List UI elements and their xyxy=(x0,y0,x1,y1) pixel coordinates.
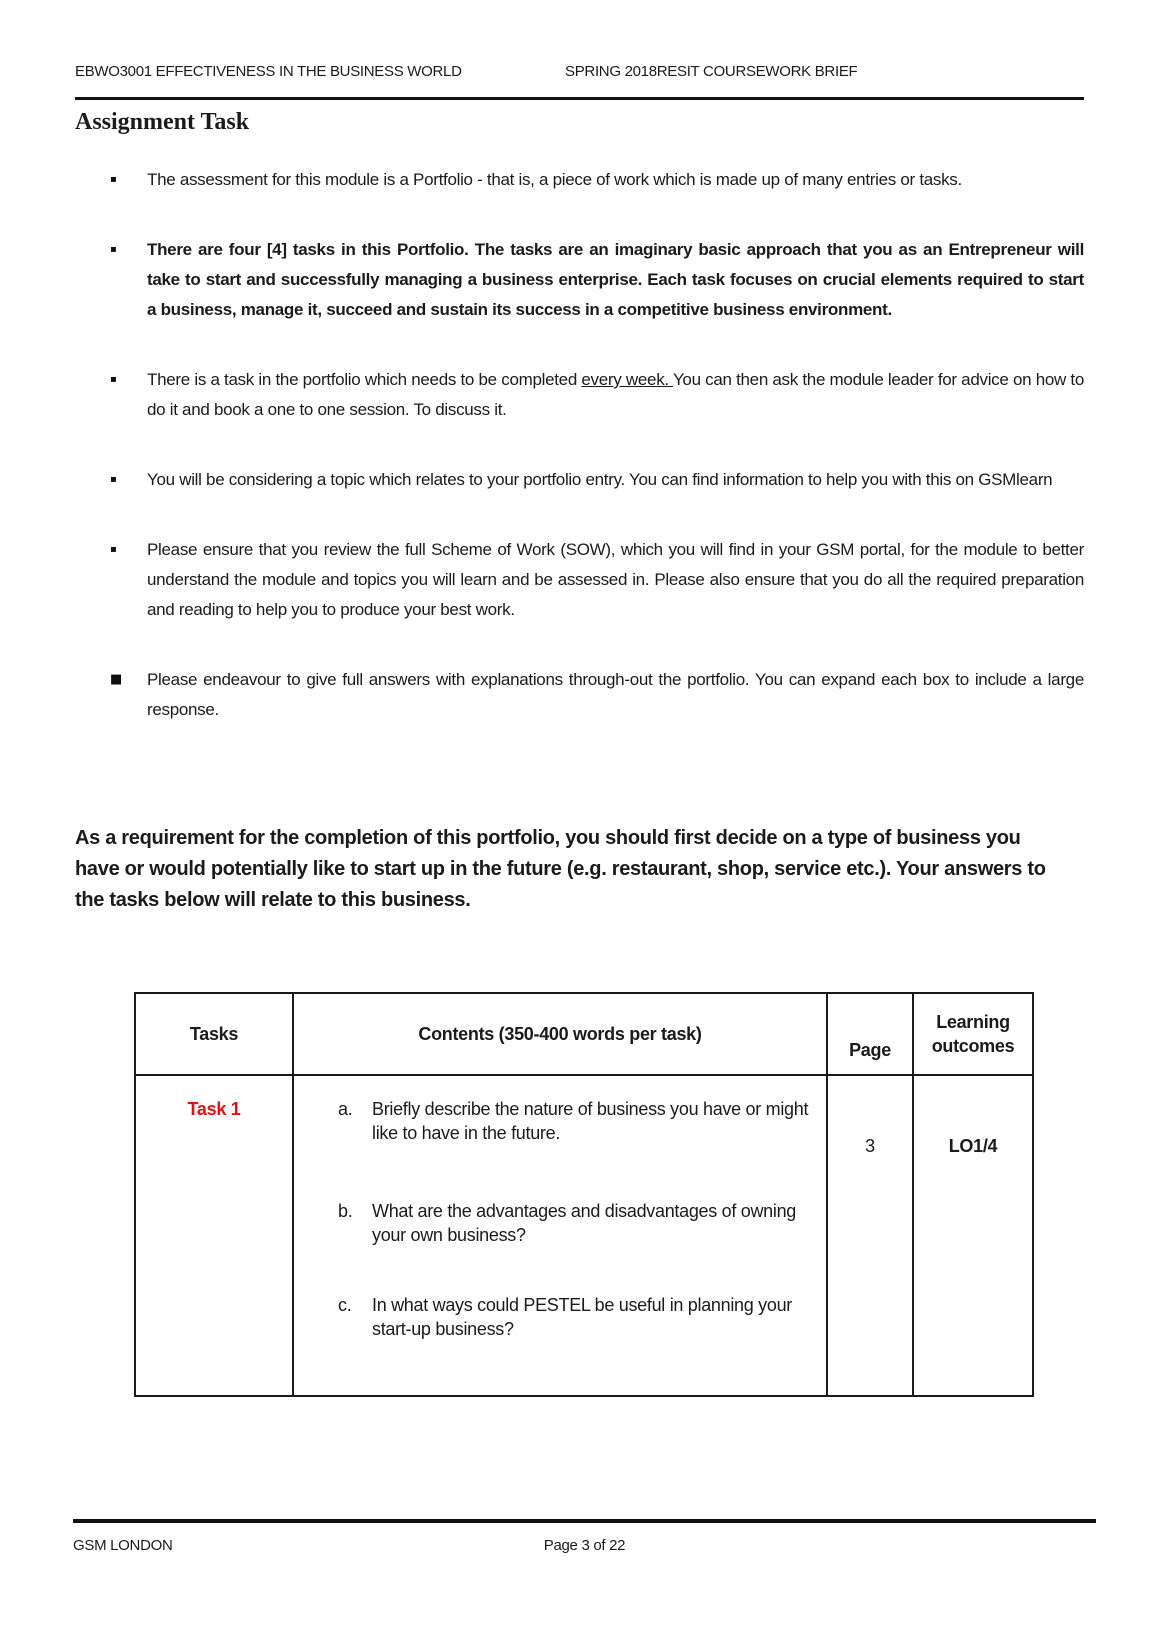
bullet-item-weekly-task xyxy=(110,365,1084,425)
task1-label: Task 1 xyxy=(187,1099,241,1119)
table-header-row xyxy=(135,993,1033,1075)
footer-institution: GSM LONDON xyxy=(73,1537,173,1554)
bullet-text-post: You can then ask the module leader for advice on how to do it and book a one to one session. To discuss it. xyxy=(147,370,1084,419)
bullet-text-pre: There is a task in the portfolio which needs to be completed xyxy=(147,370,582,389)
tasks-table xyxy=(134,992,1034,1397)
bullet-square-icon: ▪ xyxy=(110,374,117,385)
contents-item-b xyxy=(338,1199,820,1247)
bullet-square-icon: ▪ xyxy=(110,244,117,255)
bullet-list xyxy=(75,165,1084,725)
bullet-item-full-answers xyxy=(110,665,1084,725)
bullet-text: The assessment for this module is a Portfolio - that is, a piece of work which is made up of many entries or tasks. xyxy=(147,170,962,189)
underlined-phrase: every week. xyxy=(581,370,673,389)
running-footer xyxy=(73,1519,1096,1556)
item-text: In what ways could PESTEL be useful in planning your start-up business? xyxy=(372,1295,792,1339)
contents-cell xyxy=(293,1075,827,1396)
contents-item-a xyxy=(338,1097,820,1145)
requirement-paragraph: As a requirement for the completion of this portfolio, you should first decide on a type of business you have or would potentially like to start up in the future (e.g. restaurant, shop, service etc.). Your answers to the tasks below will relate to this business. xyxy=(75,827,1046,911)
contents-item-c xyxy=(338,1293,820,1341)
running-header xyxy=(75,62,1084,82)
header-rule xyxy=(75,97,1084,100)
bullet-square-icon: ▪ xyxy=(110,474,117,485)
footer-spacer xyxy=(755,1536,1096,1556)
item-letter: c. xyxy=(338,1295,352,1315)
table-header-tasks: Tasks xyxy=(135,993,293,1075)
item-letter: a. xyxy=(338,1099,353,1119)
bullet-item-four-tasks xyxy=(110,235,1084,325)
bullet-square-icon: ■ xyxy=(110,672,123,687)
table-header-outcomes: Learning outcomes xyxy=(913,993,1033,1075)
bullet-text: There are four [4] tasks in this Portfolio. The tasks are an imaginary basic approach that you as an Entrepreneur will take to start and successfully managing a business enterprise. Each task focuses on crucial elements required to start a business, manage it, succeed and sustain its success in a competitive business environment. xyxy=(147,240,1084,319)
item-text: Briefly describe the nature of business you have or might like to have in the future. xyxy=(372,1099,809,1143)
bullet-text: You will be considering a topic which relates to your portfolio entry. You can find information to help you with this on GSMlearn xyxy=(147,470,1053,489)
task-cell xyxy=(135,1075,293,1396)
footer-page-number: Page 3 of 22 xyxy=(543,1537,626,1554)
bullet-text: Please ensure that you review the full Scheme of Work (SOW), which you will find in your GSM portal, for the module to better understand the module and topics you will learn and be assessed in. Please also ensure that you do all the required preparation and reading to help you to produce your best work. xyxy=(147,540,1084,619)
bullet-text xyxy=(147,365,1084,425)
table-row-task1 xyxy=(135,1075,1033,1396)
bullet-item-scheme-of-work xyxy=(110,535,1084,625)
page-number-cell: 3 xyxy=(827,1075,913,1396)
learning-outcomes-cell: LO1/4 xyxy=(913,1075,1033,1396)
coursework-brief-label: SPRING 2018RESIT COURSEWORK BRIEF xyxy=(565,63,858,80)
footer-row xyxy=(73,1523,1096,1556)
item-letter: b. xyxy=(338,1201,353,1221)
page-title: Assignment Task xyxy=(75,109,250,135)
item-text: What are the advantages and disadvantages of owning your own business? xyxy=(372,1201,797,1245)
bullet-text: Please endeavour to give full answers with explanations through-out the portfolio. You can expand each box to include a large response. xyxy=(147,670,1084,719)
bullet-square-icon: ▪ xyxy=(110,174,117,185)
bullet-square-icon: ▪ xyxy=(110,544,117,555)
table-header-page: Page xyxy=(827,993,913,1075)
bullet-item-assessment xyxy=(110,165,1084,195)
table-header-contents: Contents (350-400 words per task) xyxy=(293,993,827,1075)
bullet-item-topic xyxy=(110,465,1084,495)
module-code-title: EBWO3001 EFFECTIVENESS IN THE BUSINESS WORLD xyxy=(75,63,462,80)
